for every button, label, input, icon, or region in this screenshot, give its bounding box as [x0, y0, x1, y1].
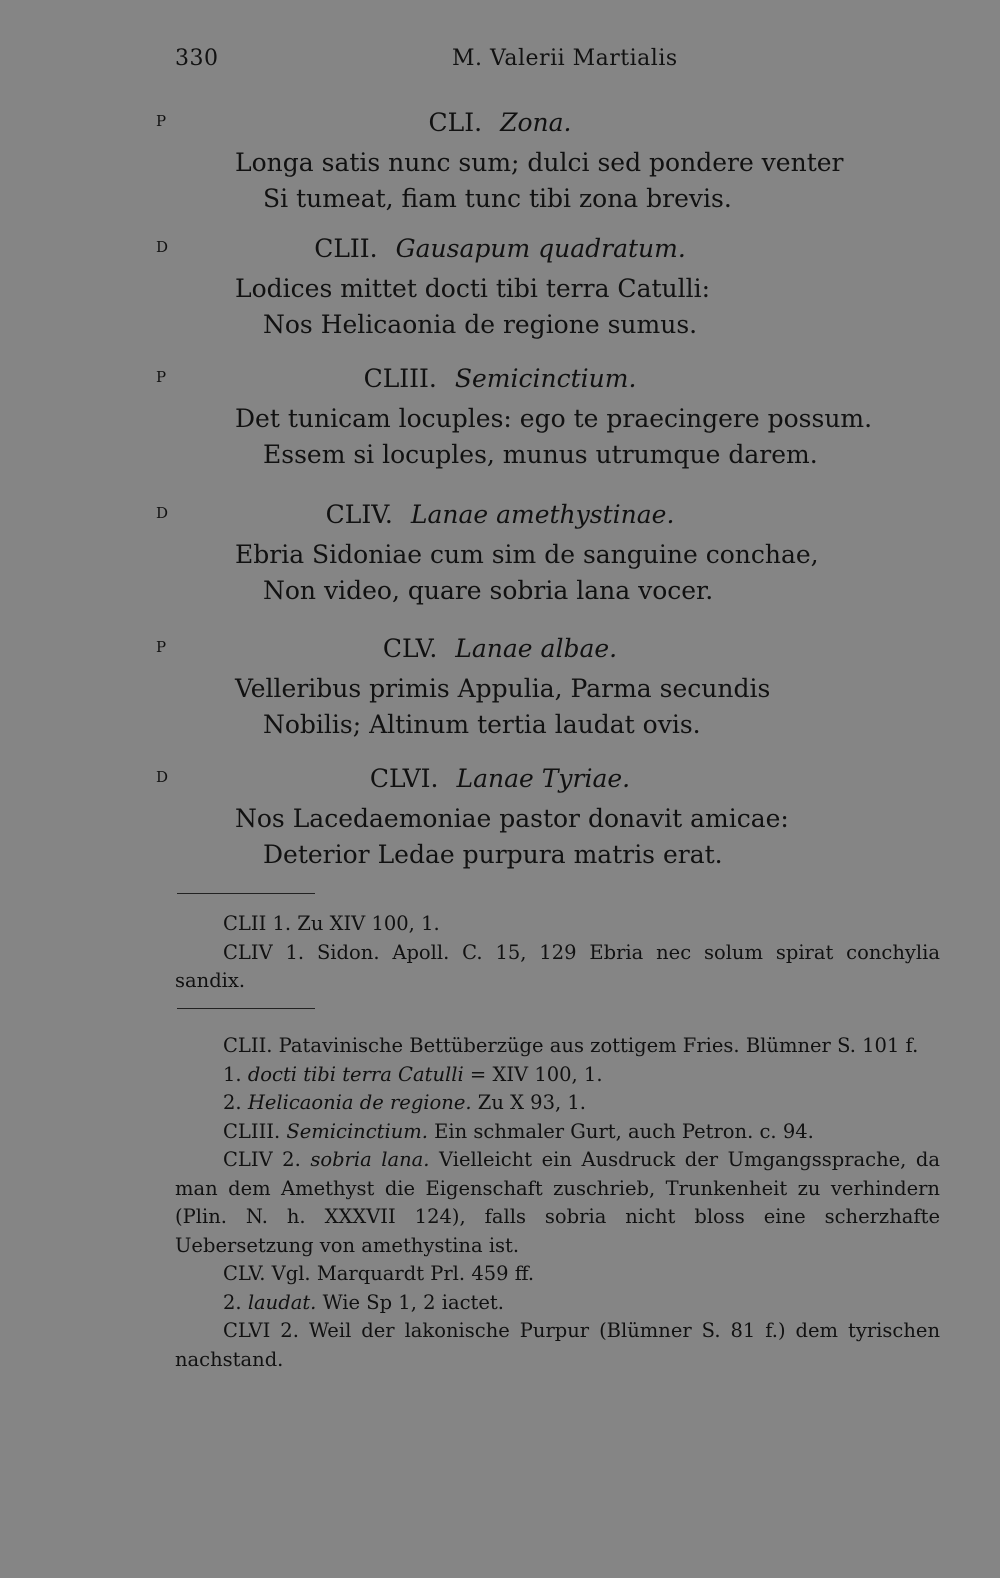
apparatus-notes [175, 910, 940, 996]
verse-line: Non video, quare sobria lana vocer. [263, 576, 714, 605]
poem-number: CLIII. [363, 364, 437, 393]
verse-line: Nos Lacedaemoniae pastor donavit amicae: [235, 804, 789, 833]
verse-line: Velleribus primis Appulia, Parma secundis [235, 674, 771, 703]
poem-marker: P [156, 638, 167, 656]
footnote-divider [177, 893, 315, 894]
poem-marker: D [156, 504, 169, 522]
verse-line: Longa satis nunc sum; dulci sed pondere venter [235, 148, 844, 177]
commentary-note [175, 1089, 940, 1118]
poem-subject: Lanae amethystinae. [410, 500, 675, 529]
note-lemma: docti tibi terra Catulli [247, 1062, 464, 1086]
poem-title [0, 364, 1000, 393]
poem-title [0, 108, 1000, 137]
poem-subject: Semicinctium. [454, 364, 637, 393]
note-text: Zu X 93, 1. [471, 1091, 586, 1114]
poem-title [0, 500, 1000, 529]
commentary-note: CLV. Vgl. Marquardt Prl. 459 ff. [223, 1262, 535, 1285]
verse-line: Deterior Ledae purpura matris erat. [263, 840, 723, 869]
poem-number: CLII. [314, 234, 378, 263]
commentary-note: CLII. Patavinische Bettüberzüge aus zottigem Fries. Blümner S. 101 f. [223, 1034, 919, 1057]
note-ref: CLIV 2. [223, 1148, 301, 1171]
commentary-note [175, 1146, 940, 1260]
page-number: 330 [175, 46, 219, 71]
note-text: = XIV 100, 1. [463, 1062, 603, 1086]
verse-line: Nos Helicaonia de regione sumus. [263, 310, 698, 339]
commentary-notes [175, 1032, 940, 1374]
poem-number: CLIV. [325, 500, 393, 529]
poem-title [0, 764, 1000, 793]
apparatus-note: CLIV 1. Sidon. Apoll. C. 15, 129 Ebria nec solum spirat conchylia sandix. [175, 940, 940, 992]
verse-line: Lodices mittet docti tibi terra Catulli: [235, 274, 711, 303]
commentary-divider [177, 1008, 315, 1009]
verse-line: Ebria Sidoniae cum sim de sanguine conchae, [235, 540, 819, 569]
verse-line: Nobilis; Altinum tertia laudat ovis. [263, 710, 701, 739]
poem-marker: P [156, 112, 167, 130]
verse-line: Si tumeat, fiam tunc tibi zona brevis. [263, 184, 732, 213]
note-ref: CLIII. [223, 1119, 281, 1143]
note-lemma: laudat. [247, 1290, 317, 1314]
page-header [0, 46, 1000, 80]
note-ref: 2. [223, 1290, 242, 1314]
poem-subject: Lanae albae. [455, 634, 618, 663]
apparatus-note: CLII 1. Zu XIV 100, 1. [223, 912, 440, 935]
poem-subject: Lanae Tyriae. [456, 764, 631, 793]
verse-line: Essem si locuples, munus utrumque darem. [263, 440, 818, 469]
running-title: M. Valerii Martialis [452, 46, 678, 71]
note-text: Vielleicht ein Ausdruck der Umgangssprache, da man dem Amethyst die Eigenschaft zuschrieb, Trunkenheit zu verhindern (Plin. N. h. XXXVII 124), falls sobria nicht bloss eine scherzhafte Uebersetzung von amethystina ist. [175, 1148, 941, 1257]
note-text: Wie Sp 1, 2 iactet. [316, 1290, 504, 1314]
poem-number: CLV. [382, 634, 438, 663]
commentary-note [175, 1061, 940, 1090]
poem-number: CLVI. [369, 764, 439, 793]
note-ref: 2. [223, 1091, 242, 1114]
note-text: Ein schmaler Gurt, auch Petron. c. 94. [427, 1119, 814, 1143]
poem-subject: Gausapum quadratum. [395, 234, 686, 263]
poem-title [0, 634, 1000, 663]
commentary-note [175, 1289, 940, 1318]
poem-marker: P [156, 368, 167, 386]
note-ref: 1. [223, 1062, 242, 1086]
note-lemma: sobria lana. [310, 1148, 430, 1171]
note-lemma: Semicinctium. [286, 1119, 428, 1143]
note-lemma: Helicaonia de regione. [247, 1091, 472, 1114]
poem-marker: D [156, 768, 169, 786]
verse-line: Det tunicam locuples: ego te praecingere possum. [235, 404, 873, 433]
poem-number: CLI. [428, 108, 483, 137]
commentary-note: CLVI 2. Weil der lakonische Purpur (Blümner S. 81 f.) dem tyrischen nachstand. [175, 1319, 940, 1371]
commentary-note [175, 1118, 940, 1147]
poem-marker: D [156, 238, 169, 256]
poem-subject: Zona. [500, 108, 572, 137]
poem-title [0, 234, 1000, 263]
